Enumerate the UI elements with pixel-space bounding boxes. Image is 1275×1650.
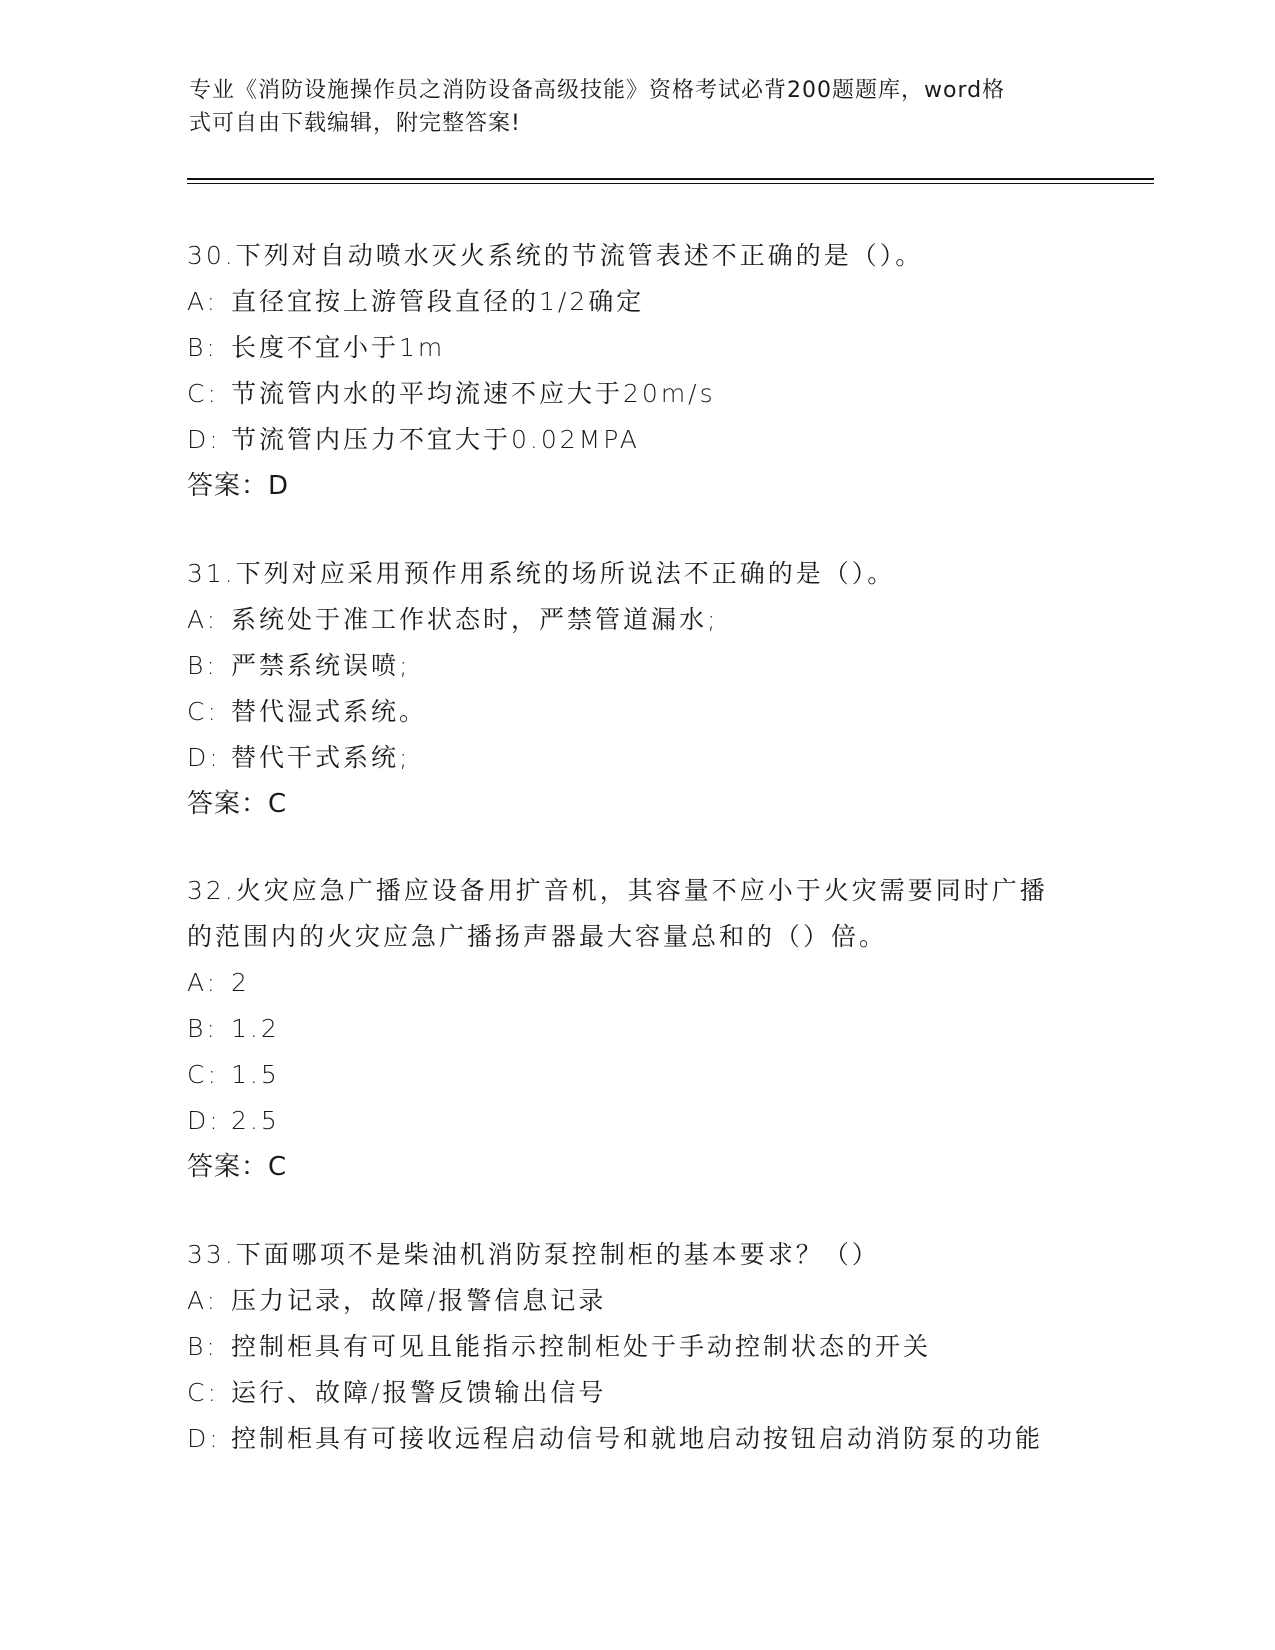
header-divider-thin: [187, 183, 1154, 184]
option-c: [187, 1052, 1087, 1098]
question-stem-line: 的范围内的火灾应急广播扬声器最大容量总和的（）倍。: [187, 922, 888, 951]
option-key: D:: [187, 425, 221, 454]
option-b: [187, 1324, 1087, 1370]
option-text: 控制柜具有可接收远程启动信号和就地启动按钮启动消防泵的功能: [231, 1424, 1044, 1453]
option-d: [187, 1416, 1087, 1462]
option-key: C:: [187, 697, 219, 726]
option-key: B:: [187, 333, 218, 362]
option-text: 系统处于准工作状态时，严禁管道漏水;: [231, 605, 719, 634]
option-b: [187, 643, 1087, 689]
question-stem-line: 31.下列对应采用预作用系统的场所说法不正确的是（）。: [187, 559, 896, 588]
option-text: 节流管内水的平均流速不应大于20m/s: [231, 379, 716, 408]
option-text: 2.5: [231, 1106, 280, 1135]
option-text: 长度不宜小于1m: [231, 333, 446, 362]
question-stem-line: 30.下列对自动喷水灭火系统的节流管表述不正确的是（）。: [187, 241, 924, 270]
question-30: [187, 233, 1087, 509]
option-a: [187, 279, 1087, 325]
option-text: 2: [231, 968, 250, 997]
option-key: B:: [187, 1014, 218, 1043]
answer-label: 答案：C: [187, 1152, 288, 1182]
question-stem: [187, 551, 1087, 597]
option-key: B:: [187, 1332, 218, 1361]
option-key: A:: [187, 968, 219, 997]
option-text: 1.2: [231, 1014, 280, 1043]
question-stem-line: 33.下面哪项不是柴油机消防泵控制柜的基本要求？（）: [187, 1240, 880, 1269]
option-key: D:: [187, 1424, 221, 1453]
option-text: 1.5: [231, 1060, 280, 1089]
answer-label: 答案：C: [187, 789, 288, 819]
option-key: B:: [187, 651, 218, 680]
option-b: [187, 325, 1087, 371]
question-stem: [187, 233, 1087, 279]
option-key: A:: [187, 287, 219, 316]
option-text: 直径宜按上游管段直径的1/2确定: [231, 287, 645, 316]
document-header: [189, 74, 1089, 140]
option-key: D:: [187, 1106, 221, 1135]
option-c: [187, 1370, 1087, 1416]
option-a: [187, 1278, 1087, 1324]
header-line-2: 式可自由下载编辑，附完整答案!: [189, 111, 521, 136]
option-d: [187, 417, 1087, 463]
answer-label: 答案：D: [187, 471, 290, 501]
option-text: 替代干式系统;: [231, 743, 411, 772]
question-stem: [187, 868, 1087, 960]
option-key: D:: [187, 743, 221, 772]
option-d: [187, 735, 1087, 781]
option-text: 严禁系统误喷;: [231, 651, 411, 680]
option-text: 节流管内压力不宜大于0.02MPA: [231, 425, 640, 454]
header-line-1: 专业《消防设施操作员之消防设备高级技能》资格考试必背200题题库，word格: [189, 78, 1006, 103]
option-text: 压力记录，故障/报警信息记录: [231, 1286, 607, 1315]
option-key: A:: [187, 605, 219, 634]
option-c: [187, 371, 1087, 417]
option-c: [187, 689, 1087, 735]
header-divider-thick: [187, 178, 1154, 180]
option-key: C:: [187, 1378, 219, 1407]
option-text: 运行、故障/报警反馈输出信号: [231, 1378, 607, 1407]
question-33: [187, 1232, 1087, 1462]
option-key: A:: [187, 1286, 219, 1315]
option-key: C:: [187, 1060, 219, 1089]
option-a: [187, 597, 1087, 643]
question-stem: [187, 1232, 1087, 1278]
option-d: [187, 1098, 1087, 1144]
option-key: C:: [187, 379, 219, 408]
question-31: [187, 551, 1087, 827]
option-text: 控制柜具有可见且能指示控制柜处于手动控制状态的开关: [231, 1332, 932, 1361]
option-text: 替代湿式系统。: [231, 697, 428, 726]
question-32: [187, 868, 1087, 1190]
option-a: [187, 960, 1087, 1006]
option-b: [187, 1006, 1087, 1052]
question-stem-line: 32.火灾应急广播应设备用扩音机，其容量不应小于火灾需要同时广播: [187, 876, 1048, 905]
